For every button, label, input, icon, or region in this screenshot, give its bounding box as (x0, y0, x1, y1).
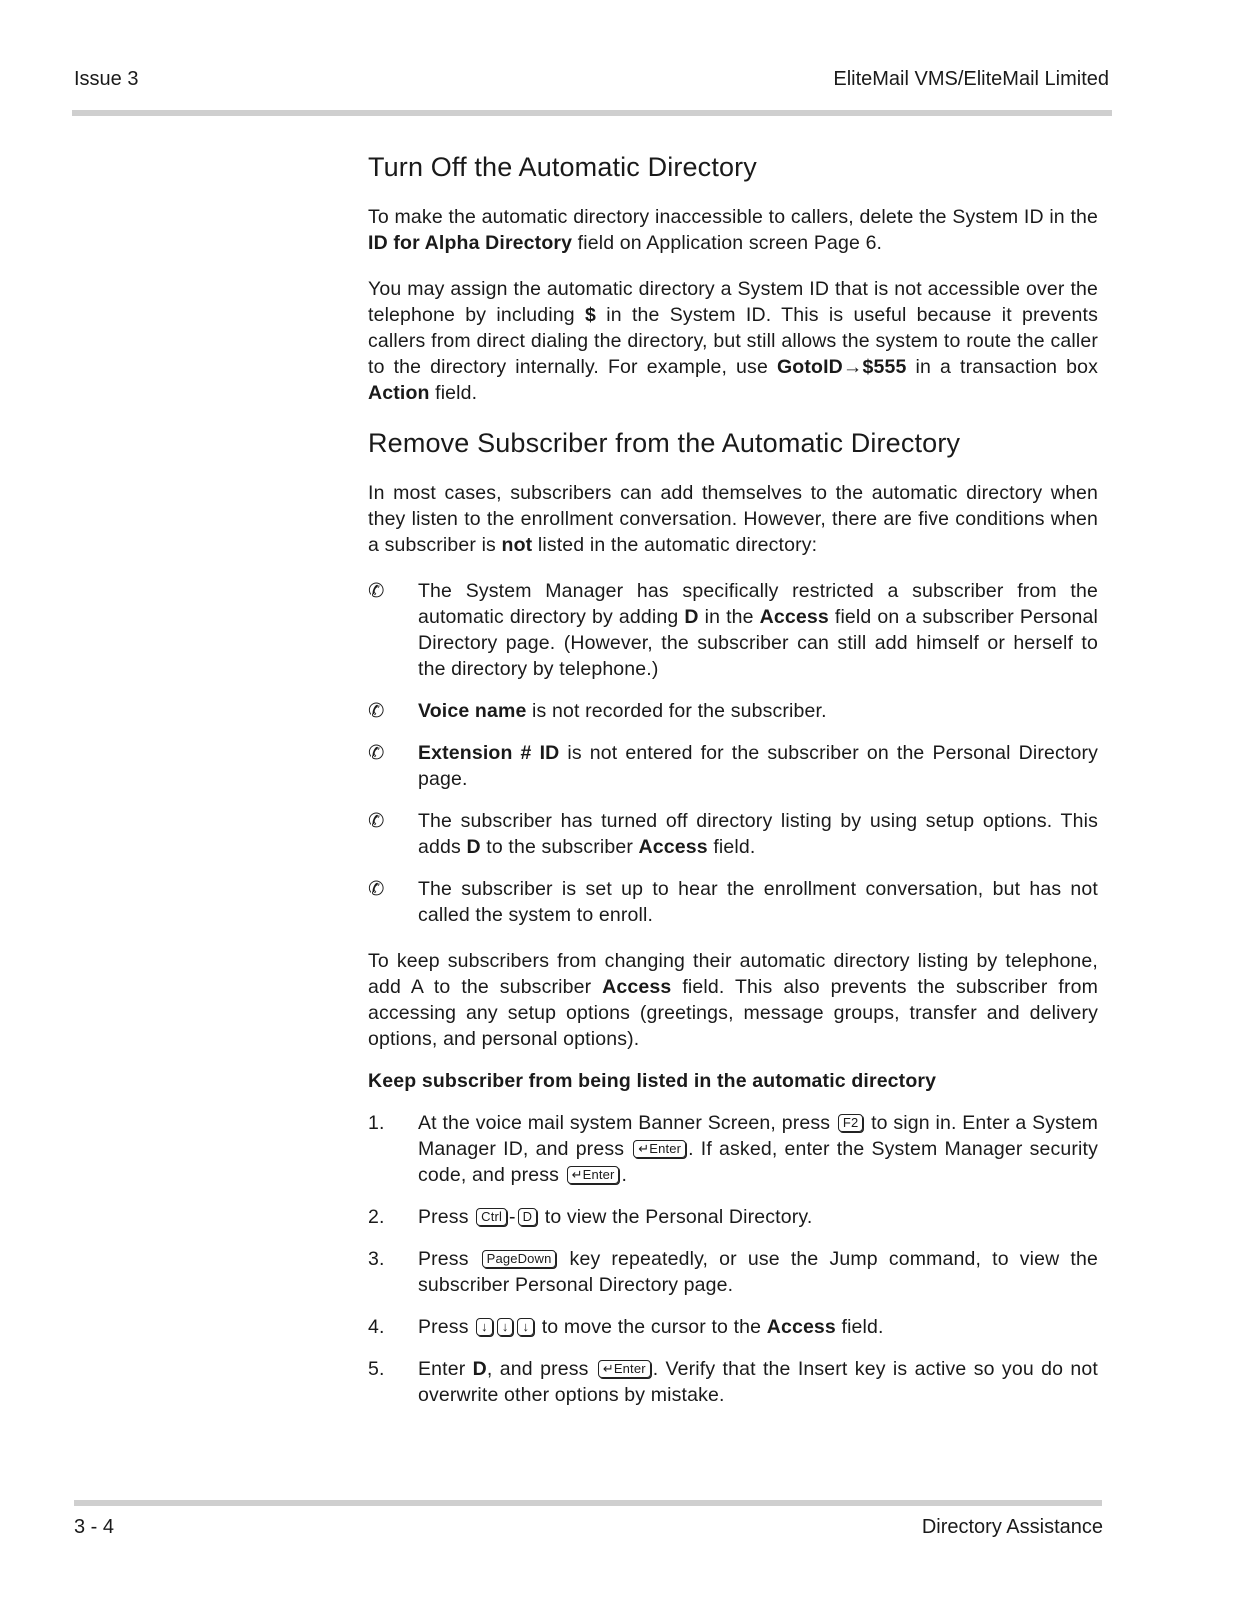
list-item: ✆ Extension # ID is not entered for the subscriber on the Personal Directory page. (368, 742, 1098, 790)
paragraph-dollar-system-id: You may assign the automatic directory a System ID that is not accessible over the telephone by including $ in the System ID. This is useful because it prevents callers from direct dialing the directory, but still allows the system to route the caller to the directory internally. For example, use GotoID→$555 in a transaction box Action field. (368, 278, 1099, 404)
down-arrow-key-icon: ↓ (497, 1318, 514, 1336)
section-title-remove-subscriber: Remove Subscriber from the Automatic Directory (368, 428, 961, 458)
f2-key-icon: F2 (838, 1114, 863, 1132)
page-content (368, 150, 1098, 1424)
procedure-step: 5. Enter D, and press ↵Enter . Verify that the Insert key is active so you do not overwrite other options by mistake. (368, 1358, 1098, 1406)
down-arrow-key-icon: ↓ (476, 1318, 493, 1336)
procedure-step: 3. Press PageDown key repeatedly, or use the Jump command, to view the subscriber Personal Directory page. (368, 1248, 1098, 1296)
telephone-handset-icon: ✆ (368, 742, 385, 764)
header-product-title: EliteMail VMS/EliteMail Limited (833, 68, 1109, 90)
paragraph-delete-system-id: To make the automatic directory inaccessible to callers, delete the System ID in the ID for Alpha Directory field on Application screen Page 6. (368, 206, 1098, 254)
list-item: ✆ The subscriber has turned off directory listing by using setup options. This adds D to the subscriber Access field. (368, 810, 1098, 858)
telephone-handset-icon: ✆ (368, 878, 385, 900)
enter-key-icon: ↵Enter (567, 1166, 620, 1184)
footer-chapter-title: Directory Assistance (921, 1516, 1103, 1538)
procedure-step: 1. At the voice mail system Banner Screen, press F2 to sign in. Enter a System Manager ID, and press ↵Enter . If asked, enter the System Manager security code, and press ↵Enter . (368, 1112, 1098, 1186)
list-item: ✆ The subscriber is set up to hear the enrollment conversation, but has not called the system to enroll. (368, 878, 1098, 926)
page-number: 3 - 4 (74, 1516, 115, 1538)
header-issue: Issue 3 (74, 68, 139, 90)
ctrl-key-icon: Ctrl (476, 1208, 507, 1226)
procedure-title: Keep subscriber from being listed in the automatic directory (368, 1070, 937, 1092)
procedure-step: 2. Press Ctrl - D to view the Personal Directory. (368, 1206, 813, 1228)
enter-key-icon: ↵Enter (598, 1360, 651, 1378)
list-item: ✆ The System Manager has specifically restricted a subscriber from the automatic directory by adding D in the Access field on a subscriber Personal Directory page. (However, the subscriber can still add himself or herself to the directory by telephone.) (368, 580, 1098, 680)
right-arrow-icon: → (842, 356, 863, 378)
section-title-turn-off: Turn Off the Automatic Directory (368, 152, 757, 182)
paragraph-add-access-a: To keep subscribers from changing their automatic directory listing by telephone, add A to the subscriber Access field. This also prevents the subscriber from accessing any setup options (greetings, message groups, transfer and delivery options, and personal options). (368, 950, 1098, 1050)
telephone-handset-icon: ✆ (368, 580, 385, 602)
enter-key-icon: ↵Enter (633, 1140, 686, 1158)
down-arrow-key-icon: ↓ (517, 1318, 534, 1336)
list-item: ✆ Voice name is not recorded for the subscriber. (368, 700, 827, 722)
header-divider (72, 110, 1112, 116)
telephone-handset-icon: ✆ (368, 700, 385, 722)
pagedown-key-icon: PageDown (482, 1250, 557, 1268)
d-key-icon: D (518, 1208, 538, 1226)
footer-divider (74, 1500, 1102, 1506)
procedure-step: 4. Press ↓ ↓ ↓ to move the cursor to the Access field. (368, 1316, 884, 1338)
paragraph-five-conditions: In most cases, subscribers can add themselves to the automatic directory when they listen to the enrollment conversation. However, there are five conditions when a subscriber is not listed in the automatic directory: (368, 482, 1098, 556)
telephone-handset-icon: ✆ (368, 810, 385, 832)
